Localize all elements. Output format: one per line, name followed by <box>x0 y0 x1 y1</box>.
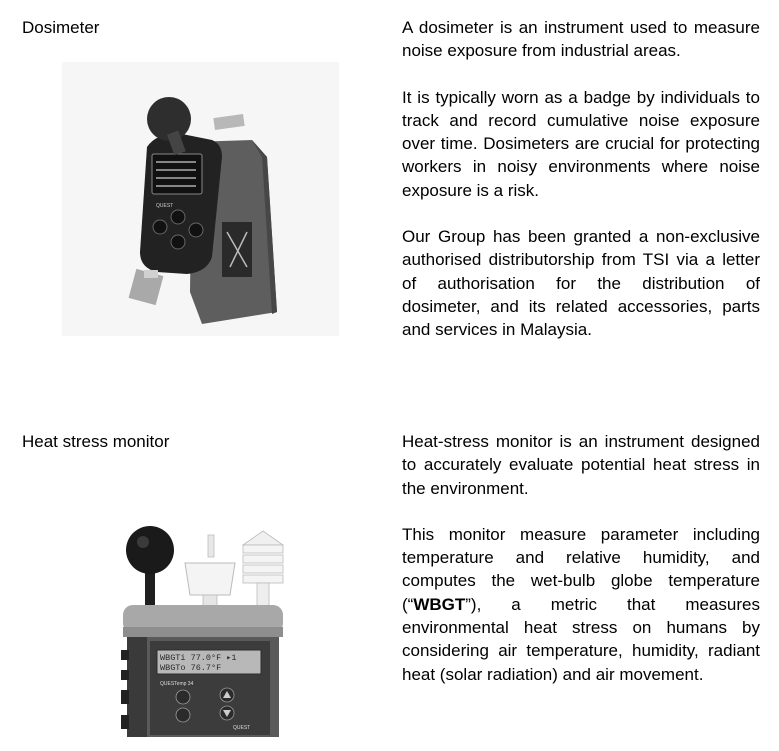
dosimeter-paragraph: A dosimeter is an instrument used to measure noise exposure from industrial areas. <box>402 18 760 61</box>
brand-label: QUEST <box>233 725 251 731</box>
dosimeter-heading: Dosimeter <box>22 18 100 37</box>
heat-stress-paragraph-wbgt <box>402 523 760 686</box>
wbgt-text-after: ”), a metric that measures environmental heat stress on humans by considering air temperature, humidity, radiant heat (solar radiation) and air movement. <box>402 594 760 684</box>
dosimeter-image <box>62 62 339 336</box>
wbgt-text-before: This monitor measure parameter including temperature and relative humidity, and computes the wet-bulb globe temperature (“ <box>402 524 760 614</box>
svg-text:QUEST: QUEST <box>156 203 174 209</box>
heat-stress-description <box>402 430 760 709</box>
lcd-line-2: WBGTo 76.7°F <box>160 663 222 673</box>
heat-stress-paragraph: Heat-stress monitor is an instrument designed to accurately evaluate potential heat stress in the environment. <box>402 432 760 498</box>
wbgt-term: WBGT <box>413 594 466 614</box>
dosimeter-paragraph: It is typically worn as a badge by individuals to track and record cumulative noise exposure over time. Dosimeters are crucial for protecting workers in noisy environments where noise exposure is a risk. <box>402 87 760 200</box>
heat-stress-monitor-image <box>115 515 285 745</box>
lcd-line-1: WBGTi 77.0°F ▸1 <box>160 653 237 663</box>
dosimeter-description <box>402 16 760 365</box>
dosimeter-paragraph: Our Group has been granted a non-exclusive authorised distributorship from TSI via a letter of authorisation for the distribution of dosimeter, and its related accessories, parts and services in Malaysia. <box>402 227 760 340</box>
model-label: QUESTemp 34 <box>160 681 194 687</box>
heat-stress-heading: Heat stress monitor <box>22 432 170 451</box>
